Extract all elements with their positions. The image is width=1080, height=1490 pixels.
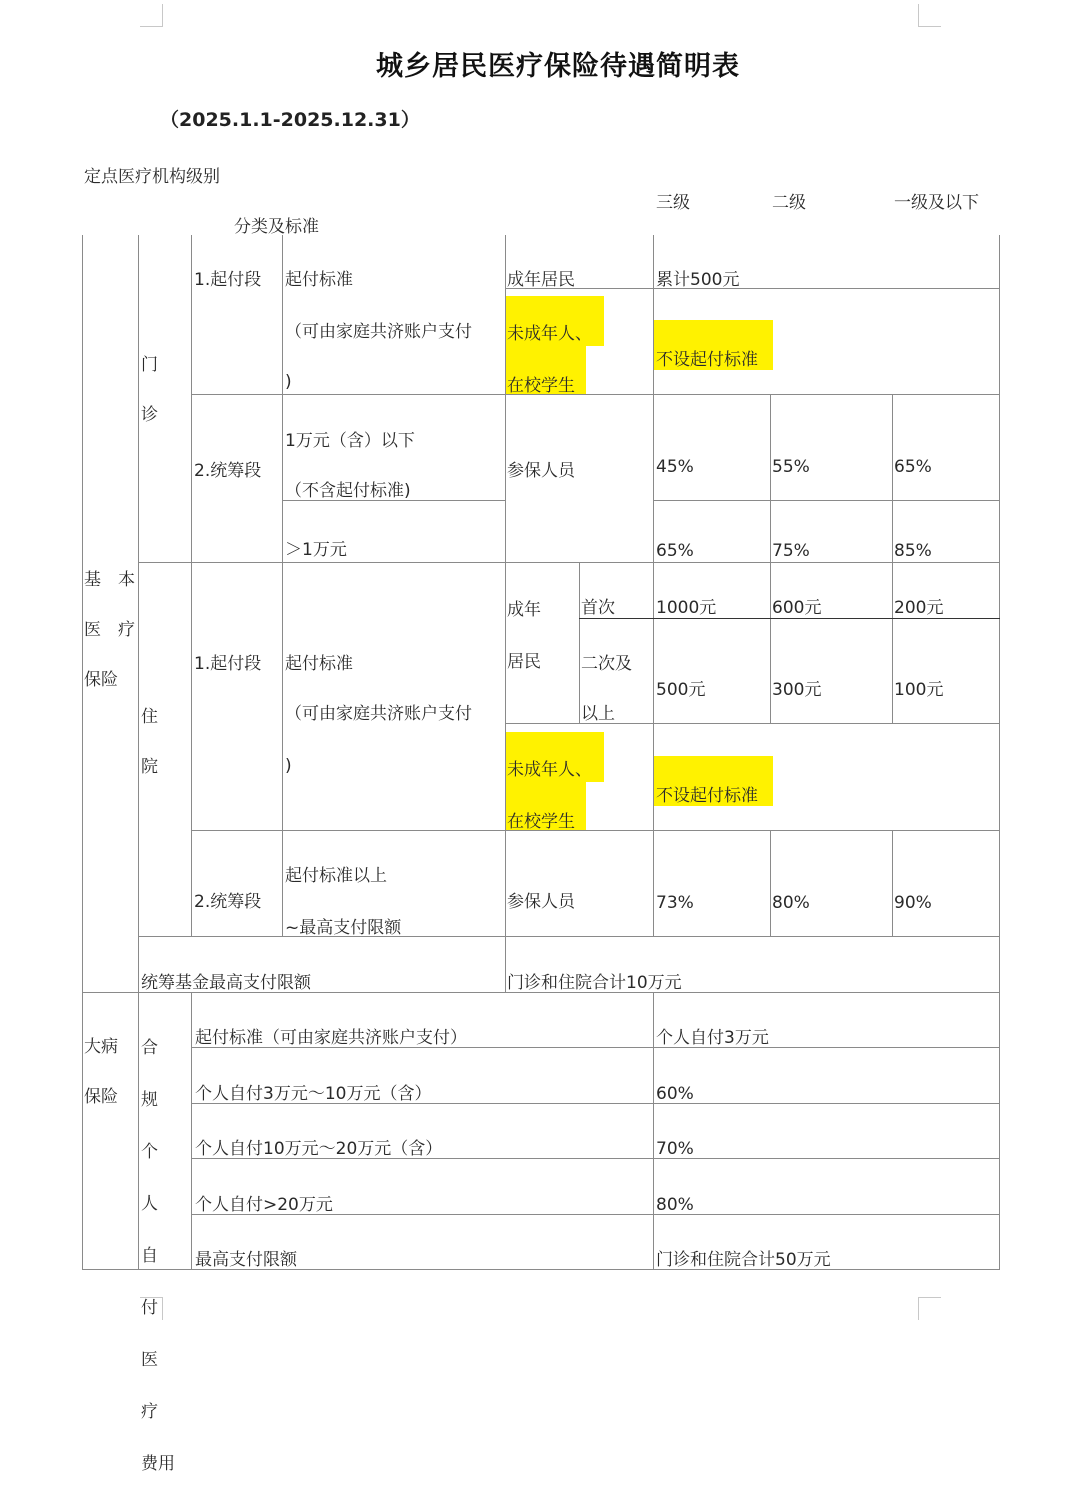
fund-limit-label: 统筹基金最高支付限额 (141, 973, 311, 993)
inpatient-first-l2: 600元 (772, 598, 822, 618)
fund-limit-value: 门诊和住院合计10万元 (507, 973, 682, 993)
outpatient-minor-group-2: 在校学生 (507, 376, 575, 396)
critical-row-value: 60% (656, 1084, 694, 1104)
document-period: （2025.1.1-2025.12.31） (160, 109, 420, 131)
outpatient-deductible-note: （可由家庭共济账户支付 (285, 322, 472, 342)
category-label: 分类及标准 (234, 217, 319, 237)
critical-row-item: 个人自付10万元～20万元（含） (195, 1139, 443, 1159)
inpatient-adult-group: 成年 (507, 600, 541, 620)
crop-mark-top-right (918, 4, 941, 27)
outpatient-adult-group: 成年居民 (507, 270, 575, 290)
level-header-3: 三级 (656, 193, 690, 213)
inpatient-first-label: 首次 (581, 598, 615, 618)
outpatient-deductible-note-close: ) (285, 372, 292, 392)
inpatient-adult-group-2: 居民 (507, 652, 541, 672)
critical-row-item: 起付标准（可由家庭共济账户支付） (195, 1028, 467, 1048)
outpatient-pooling-group: 参保人员 (507, 461, 575, 481)
inpatient-deductible-note-close: ) (285, 756, 292, 776)
inpatient-deductible-standard: 起付标准 (285, 654, 353, 674)
inpatient-minor-group: 未成年人、 (507, 760, 592, 780)
inpatient-label: 住 院 (141, 707, 158, 777)
basic-insurance-label: 基 本 医 疗 保险 (84, 570, 135, 690)
inpatient-minor-deductible: 不设起付标准 (656, 786, 758, 806)
inpatient-pooling-segment: 2.统筹段 (194, 892, 262, 912)
inpatient-second-l3: 500元 (656, 680, 706, 700)
level-header-2: 二级 (772, 193, 806, 213)
document-title: 城乡居民医疗保险待遇简明表 (376, 51, 740, 82)
inpatient-minor-group-2: 在校学生 (507, 812, 575, 832)
critical-row-item: 个人自付>20万元 (195, 1195, 333, 1215)
outpatient-rate-l1-low: 65% (894, 457, 932, 477)
outpatient-rate-l2-high: 75% (772, 541, 810, 561)
outpatient-rate-l2-low: 55% (772, 457, 810, 477)
inpatient-pooling-range: 起付标准以上 (285, 866, 387, 886)
inpatient-first-l3: 1000元 (656, 598, 717, 618)
critical-row-item: 个人自付3万元～10万元（含） (195, 1084, 432, 1104)
outpatient-minor-deductible: 不设起付标准 (656, 350, 758, 370)
critical-row-value: 80% (656, 1195, 694, 1215)
inpatient-rate-l3: 73% (656, 893, 694, 913)
inpatient-rate-l2: 80% (772, 893, 810, 913)
outpatient-minor-group: 未成年人、 (507, 324, 592, 344)
outpatient-pooling-range-1: 1万元（含）以下 (285, 431, 415, 451)
critical-illness-label: 大病 保险 (84, 1037, 118, 1107)
outpatient-pooling-segment: 2.统筹段 (194, 461, 262, 481)
inpatient-pooling-range-2: ~最高支付限额 (285, 918, 402, 938)
outpatient-deductible-standard: 起付标准 (285, 270, 353, 290)
inpatient-rate-l1: 90% (894, 893, 932, 913)
inpatient-deductible-segment: 1.起付段 (194, 654, 262, 674)
critical-row-value: 个人自付3万元 (656, 1028, 769, 1048)
crop-mark-bottom-right (918, 1297, 941, 1320)
crop-mark-top-left (140, 4, 163, 27)
outpatient-rate-l3-low: 45% (656, 457, 694, 477)
critical-row-value: 门诊和住院合计50万元 (656, 1250, 831, 1270)
inpatient-second-label: 二次及 (581, 654, 632, 674)
inpatient-second-label-2: 以上 (581, 704, 615, 724)
outpatient-pooling-range-2: ＞1万元 (285, 540, 347, 560)
inpatient-second-l1: 100元 (894, 680, 944, 700)
inpatient-deductible-note: （可由家庭共济账户支付 (285, 704, 472, 724)
level-header-1: 一级及以下 (894, 193, 979, 213)
outpatient-label: 门 诊 (141, 355, 158, 425)
critical-row-value: 70% (656, 1139, 694, 1159)
outpatient-rate-l1-high: 85% (894, 541, 932, 561)
outpatient-deductible-segment: 1.起付段 (194, 270, 262, 290)
inpatient-second-l2: 300元 (772, 680, 822, 700)
outpatient-rate-l3-high: 65% (656, 541, 694, 561)
critical-row-item: 最高支付限额 (195, 1250, 297, 1270)
critical-illness-sublabel: 合 规 个 人 自 付 医 疗 费用 (141, 1038, 175, 1474)
inpatient-first-l1: 200元 (894, 598, 944, 618)
outpatient-pooling-range-1-note: （不含起付标准) (285, 481, 411, 501)
inpatient-pooling-group: 参保人员 (507, 892, 575, 912)
outpatient-adult-deductible: 累计500元 (656, 270, 740, 290)
institution-level-label: 定点医疗机构级别 (84, 167, 220, 187)
